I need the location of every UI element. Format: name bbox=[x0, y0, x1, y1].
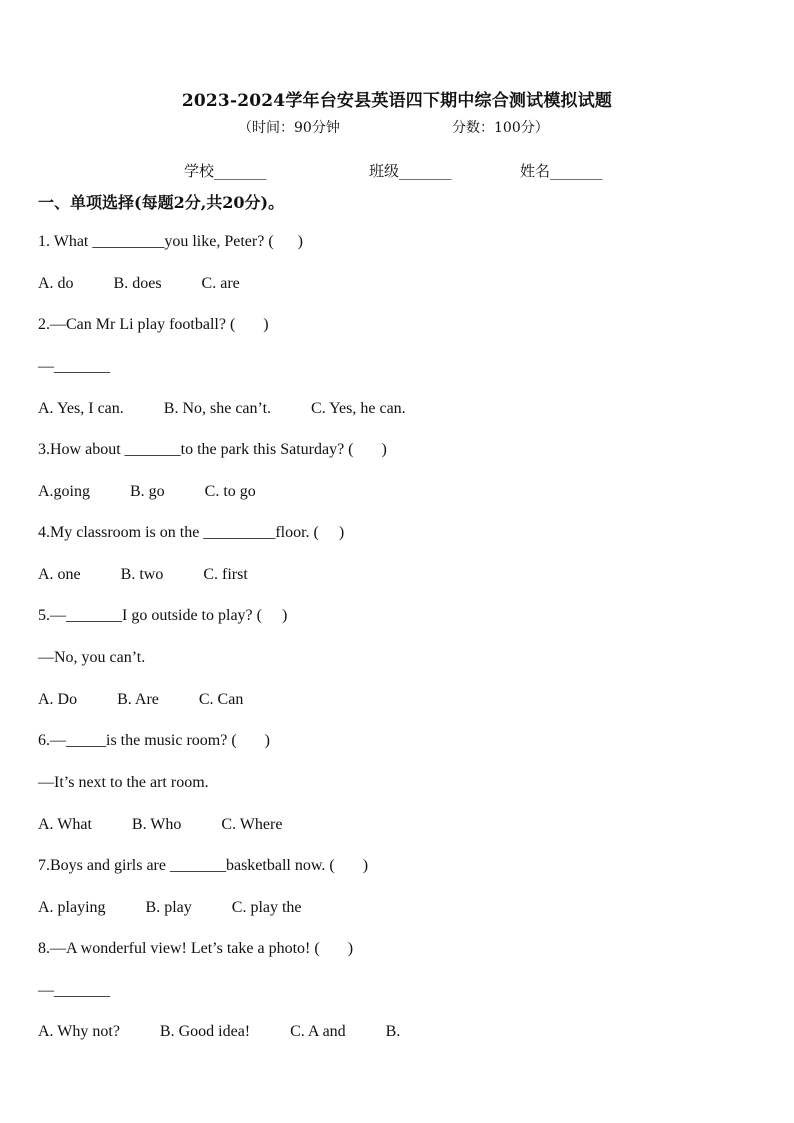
section-heading: 一、单项选择(每题2分,共20分)。 bbox=[38, 193, 285, 212]
answer-5: —No, you can’t. bbox=[38, 649, 146, 666]
options-3: A.going B. go C. to go bbox=[38, 483, 256, 500]
answer-blank-2: —_______ bbox=[38, 358, 110, 375]
options-5: A. Do B. Are C. Can bbox=[38, 691, 244, 708]
options-1: A. do B. does C. are bbox=[38, 275, 240, 292]
class-field: 班级_______ bbox=[369, 162, 452, 180]
question-8: 8.—A wonderful view! Let’s take a photo! ( ) bbox=[38, 940, 354, 957]
question-6: 6.—_____is the music room? ( ) bbox=[38, 732, 270, 749]
question-4: 4.My classroom is on the _________floor. ( ) bbox=[38, 524, 345, 541]
options-6: A. What B. Who C. Where bbox=[38, 816, 283, 833]
exam-time: （时间：90分钟 bbox=[238, 120, 340, 136]
question-7: 7.Boys and girls are _______basketball now. ( ) bbox=[38, 857, 369, 874]
question-1: 1. What _________you like, Peter? ( ) bbox=[38, 233, 303, 250]
exam-score: 分数：100分） bbox=[452, 120, 549, 136]
options-4: A. one B. two C. first bbox=[38, 566, 248, 583]
options-8: A. Why not? B. Good idea! C. A and B. bbox=[38, 1023, 401, 1040]
options-2: A. Yes, I can. B. No, she can’t. C. Yes, he can. bbox=[38, 400, 406, 417]
question-2: 2.—Can Mr Li play football? ( ) bbox=[38, 316, 269, 333]
answer-6: —It’s next to the art room. bbox=[38, 774, 209, 791]
answer-blank-8: —_______ bbox=[38, 982, 110, 999]
name-field: 姓名_______ bbox=[520, 162, 603, 180]
page-title: 2023-2024学年台安县英语四下期中综合测试模拟试题 bbox=[181, 91, 613, 111]
question-5: 5.—_______I go outside to play? ( ) bbox=[38, 607, 288, 624]
school-field: 学校_______ bbox=[184, 162, 267, 180]
question-3: 3.How about _______to the park this Saturday? ( ) bbox=[38, 441, 387, 458]
options-7: A. playing B. play C. play the bbox=[38, 899, 302, 916]
